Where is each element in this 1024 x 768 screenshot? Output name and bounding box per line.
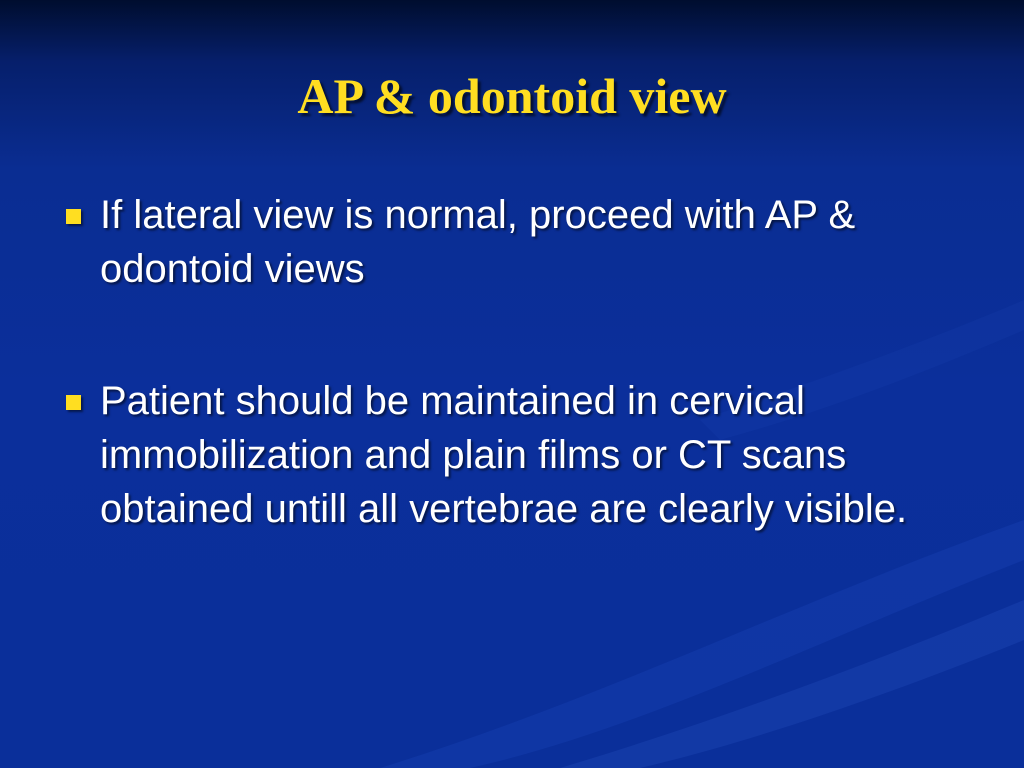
bullet-list bbox=[60, 188, 980, 536]
bullet-text: Patient should be maintained in cervical immobilization and plain films or CT scans obtained untill all vertebrae are clearly visible. bbox=[100, 379, 908, 531]
square-bullet-icon bbox=[66, 395, 81, 410]
square-bullet-icon bbox=[66, 209, 81, 224]
slide-title: AP & odontoid view bbox=[297, 68, 727, 124]
bullet-item bbox=[60, 374, 980, 536]
bullet-text: If lateral view is normal, proceed with AP & odontoid views bbox=[100, 193, 856, 291]
bullet-item bbox=[60, 188, 980, 296]
